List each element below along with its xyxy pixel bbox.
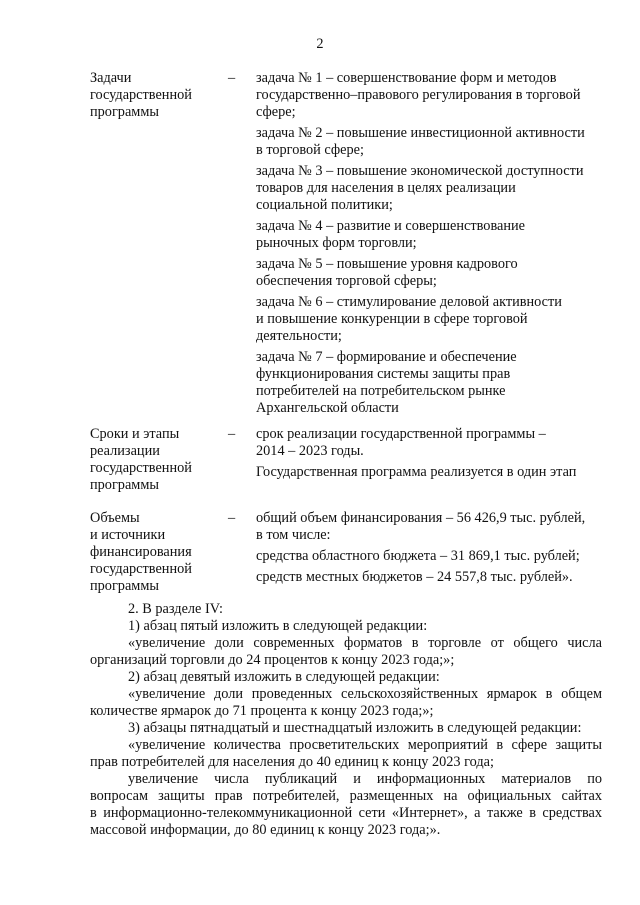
row-value-line: задача № 3 – повышение экономической доступности <box>256 163 584 179</box>
row-dash: – <box>228 510 236 526</box>
row-value-item <box>256 218 608 252</box>
row-label-line: и источники <box>90 527 166 543</box>
row-label-line: программы <box>90 578 160 594</box>
paragraph-line: массовой информации, до 80 единиц к концу 2023 года;». <box>90 822 441 838</box>
row-value-item <box>256 125 608 159</box>
row-value-line: срок реализации государственной программы – <box>256 426 546 442</box>
row-value-line: задача № 5 – повышение уровня кадрового <box>256 256 518 272</box>
paragraph-line: количестве ярмарок до 71 процента к концу 2023 года;»; <box>90 703 434 719</box>
paragraph-line: 3) абзацы пятнадцатый и шестнадцатый изложить в следующей редакции: <box>128 720 582 736</box>
row-value-line: задача № 1 – совершенствование форм и методов <box>256 70 557 86</box>
paragraph-line: организаций торговли до 24 процентов к концу 2023 года;»; <box>90 652 455 668</box>
row-label-line: финансирования <box>90 544 192 560</box>
paragraph <box>90 635 602 669</box>
row-value-line: задача № 6 – стимулирование деловой активности <box>256 294 562 310</box>
paragraph <box>90 737 602 771</box>
row-value <box>256 426 608 494</box>
table-row <box>90 510 608 595</box>
row-value-item <box>256 510 608 544</box>
table-row <box>90 70 608 421</box>
paragraph <box>90 771 602 839</box>
row-value-line: в торговой сфере; <box>256 142 364 158</box>
row-label <box>90 426 228 494</box>
paragraph-line: 2. В разделе IV: <box>128 601 223 617</box>
row-value-line: обеспечения торговой сферы; <box>256 273 437 289</box>
row-label-line: Сроки и этапы <box>90 426 180 442</box>
paragraph-line: прав потребителей для населения до 40 единиц к концу 2023 года; <box>90 754 494 770</box>
row-value <box>256 70 608 421</box>
row-value-line: в том числе: <box>256 527 331 543</box>
row-value-item <box>256 294 608 345</box>
row-label-line: программы <box>90 104 160 120</box>
paragraph-line: «увеличение доли проведенных сельскохозяйственных ярмарок в общем <box>128 686 602 702</box>
paragraph <box>90 669 602 686</box>
row-label <box>90 510 228 595</box>
row-value-line: функционирования системы защиты прав <box>256 366 511 382</box>
paragraph-line: «увеличение доли современных форматов в торговле от общего числа <box>128 635 602 651</box>
paragraph <box>90 686 602 720</box>
row-value <box>256 510 608 595</box>
row-label-line: государственной <box>90 460 192 476</box>
row-value-item <box>256 548 608 565</box>
amendment-text <box>90 601 602 839</box>
row-value-line: Государственная программа реализуется в один этап <box>256 464 577 480</box>
paragraph-line: 2) абзац девятый изложить в следующей редакции: <box>128 669 440 685</box>
row-label-line: государственной <box>90 87 192 103</box>
paragraph-line: 1) абзац пятый изложить в следующей редакции: <box>128 618 428 634</box>
row-label-line: реализации <box>90 443 160 459</box>
row-label-line: Объемы <box>90 510 140 526</box>
paragraph <box>90 618 602 635</box>
paragraph-line: увеличение числа публикаций и информационных материалов по <box>128 771 602 787</box>
row-value-line: деятельности; <box>256 328 342 344</box>
row-value-line: потребителей на потребительском рынке <box>256 383 506 399</box>
row-value-item <box>256 569 608 586</box>
row-label-line: Задачи <box>90 70 132 86</box>
paragraph-line: в информационно-телекоммуникационной сети «Интернет», а также в средствах <box>90 805 602 821</box>
row-value-line: товаров для населения в целях реализации <box>256 180 516 196</box>
paragraph <box>90 601 602 618</box>
row-value-line: 2014 – 2023 годы. <box>256 443 364 459</box>
row-value-line: государственно–правового регулирования в торговой <box>256 87 581 103</box>
table-row <box>90 426 608 494</box>
row-value-line: и повышение конкуренции в сфере торговой <box>256 311 528 327</box>
row-value-line: сфере; <box>256 104 296 120</box>
row-value-item <box>256 70 608 121</box>
row-value-line: рыночных форм торговли; <box>256 235 417 251</box>
row-value-line: общий объем финансирования – 56 426,9 тыс. рублей, <box>256 510 586 526</box>
row-value-line: задача № 2 – повышение инвестиционной активности <box>256 125 585 141</box>
row-value-item <box>256 163 608 214</box>
row-dash: – <box>228 70 236 86</box>
row-value-item <box>256 426 608 460</box>
row-value-item <box>256 349 608 417</box>
row-value-line: задача № 7 – формирование и обеспечение <box>256 349 517 365</box>
row-value-item <box>256 256 608 290</box>
page-number: 2 <box>316 36 324 52</box>
paragraph-line: вопросам защиты прав потребителей, размещенных на официальных сайтах <box>90 788 602 804</box>
row-dash: – <box>228 426 236 442</box>
row-value-item <box>256 464 608 481</box>
row-value-line: средства областного бюджета – 31 869,1 тыс. рублей; <box>256 548 580 564</box>
paragraph <box>90 720 602 737</box>
row-label <box>90 70 228 421</box>
row-value-line: Архангельской области <box>256 400 399 416</box>
row-label-line: государственной <box>90 561 192 577</box>
row-value-line: задача № 4 – развитие и совершенствование <box>256 218 526 234</box>
row-value-line: социальной политики; <box>256 197 393 213</box>
row-value-line: средств местных бюджетов – 24 557,8 тыс. рублей». <box>256 569 573 585</box>
row-label-line: программы <box>90 477 160 493</box>
paragraph-line: «увеличение количества просветительских мероприятий в сфере защиты <box>128 737 602 753</box>
